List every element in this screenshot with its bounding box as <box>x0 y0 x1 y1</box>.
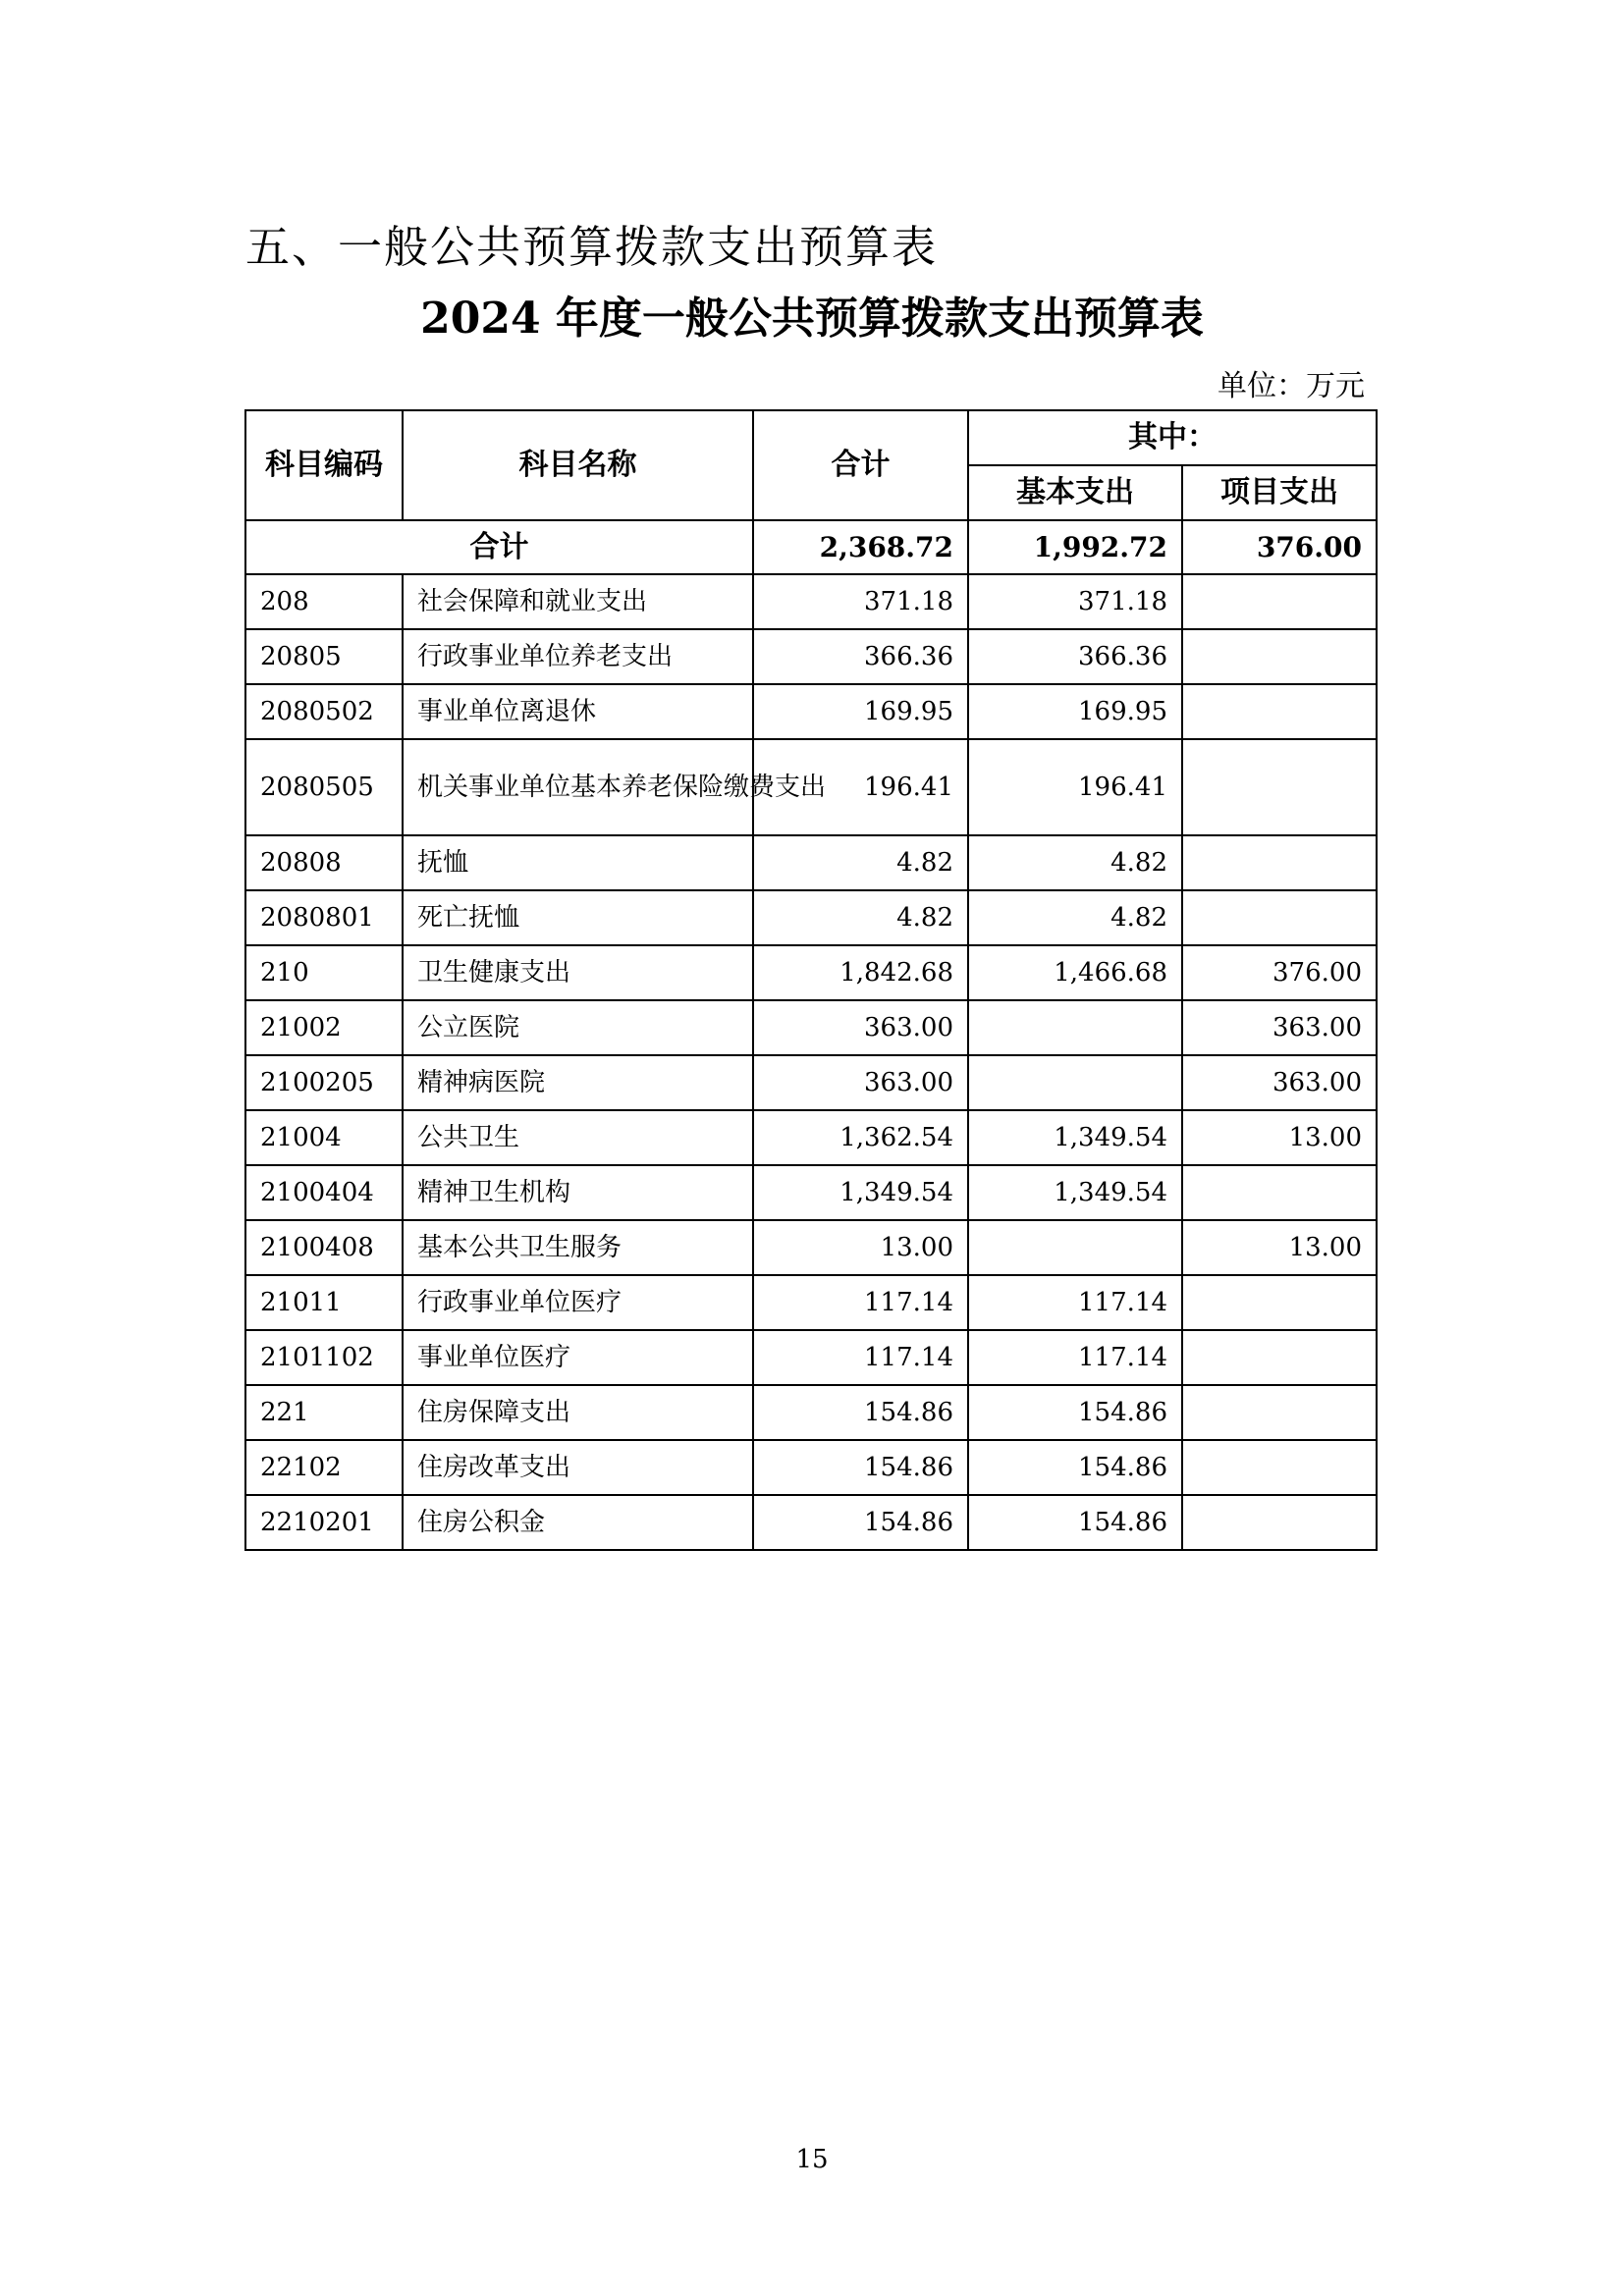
row-total: 154.86 <box>753 1440 968 1495</box>
budget-table <box>244 409 1378 1551</box>
row-total: 363.00 <box>753 1000 968 1055</box>
row-total: 117.14 <box>753 1275 968 1330</box>
row-total: 1,349.54 <box>753 1165 968 1220</box>
row-project <box>1182 1330 1377 1385</box>
header-of-which: 其中： <box>968 410 1377 465</box>
row-basic: 4.82 <box>968 890 1182 945</box>
section-heading: 五、一般公共预算拨款支出预算表 <box>245 221 939 273</box>
header-project: 项目支出 <box>1182 465 1377 520</box>
total-row <box>245 520 1377 574</box>
header-code: 科目编码 <box>245 410 403 520</box>
header-name: 科目名称 <box>403 410 753 520</box>
row-basic <box>968 1220 1182 1275</box>
row-name: 行政事业单位养老支出 <box>403 629 753 684</box>
row-code: 2100205 <box>245 1055 403 1110</box>
row-name: 卫生健康支出 <box>403 945 753 1000</box>
row-project: 13.00 <box>1182 1220 1377 1275</box>
row-name: 住房公积金 <box>403 1495 753 1550</box>
row-name: 基本公共卫生服务 <box>403 1220 753 1275</box>
row-name: 行政事业单位医疗 <box>403 1275 753 1330</box>
header-basic: 基本支出 <box>968 465 1182 520</box>
unit-label: 单位：万元 <box>1218 369 1365 403</box>
row-code: 21011 <box>245 1275 403 1330</box>
row-total: 4.82 <box>753 835 968 890</box>
row-project <box>1182 1385 1377 1440</box>
row-project: 363.00 <box>1182 1055 1377 1110</box>
table-row <box>245 1220 1377 1275</box>
table-row <box>245 1055 1377 1110</box>
row-total: 169.95 <box>753 684 968 739</box>
row-basic <box>968 1000 1182 1055</box>
row-code: 221 <box>245 1385 403 1440</box>
table-row <box>245 739 1377 835</box>
table-row <box>245 1165 1377 1220</box>
table-row <box>245 1275 1377 1330</box>
table-row <box>245 574 1377 629</box>
row-total: 154.86 <box>753 1495 968 1550</box>
table-row <box>245 1000 1377 1055</box>
table-row <box>245 1495 1377 1550</box>
row-basic: 371.18 <box>968 574 1182 629</box>
row-name: 死亡抚恤 <box>403 890 753 945</box>
row-project <box>1182 835 1377 890</box>
row-code: 210 <box>245 945 403 1000</box>
total-label: 合计 <box>245 520 753 574</box>
table-row <box>245 835 1377 890</box>
table-row <box>245 1110 1377 1165</box>
row-project <box>1182 890 1377 945</box>
table-row <box>245 1385 1377 1440</box>
row-project: 363.00 <box>1182 1000 1377 1055</box>
row-name: 住房改革支出 <box>403 1440 753 1495</box>
table-row <box>245 1440 1377 1495</box>
row-basic: 196.41 <box>968 739 1182 835</box>
row-basic <box>968 1055 1182 1110</box>
row-total: 366.36 <box>753 629 968 684</box>
row-code: 22102 <box>245 1440 403 1495</box>
row-code: 21004 <box>245 1110 403 1165</box>
row-total: 196.41 <box>753 739 968 835</box>
row-basic: 1,349.54 <box>968 1110 1182 1165</box>
row-name: 事业单位医疗 <box>403 1330 753 1385</box>
row-code: 2101102 <box>245 1330 403 1385</box>
table-row <box>245 1330 1377 1385</box>
row-basic: 366.36 <box>968 629 1182 684</box>
row-code: 2100408 <box>245 1220 403 1275</box>
table-row <box>245 684 1377 739</box>
row-project <box>1182 1440 1377 1495</box>
row-project: 376.00 <box>1182 945 1377 1000</box>
row-project <box>1182 1165 1377 1220</box>
row-project <box>1182 1275 1377 1330</box>
row-code: 2080801 <box>245 890 403 945</box>
header-total: 合计 <box>753 410 968 520</box>
row-name: 公立医院 <box>403 1000 753 1055</box>
row-code: 2080502 <box>245 684 403 739</box>
row-basic: 154.86 <box>968 1385 1182 1440</box>
row-code: 20805 <box>245 629 403 684</box>
row-code: 2080505 <box>245 739 403 835</box>
table-title: 2024 年度一般公共预算拨款支出预算表 <box>420 294 1204 344</box>
row-name: 公共卫生 <box>403 1110 753 1165</box>
row-code: 2100404 <box>245 1165 403 1220</box>
row-project <box>1182 1495 1377 1550</box>
page-number: 15 <box>795 2145 829 2174</box>
row-code: 208 <box>245 574 403 629</box>
row-basic: 1,466.68 <box>968 945 1182 1000</box>
row-basic: 154.86 <box>968 1440 1182 1495</box>
total-project: 376.00 <box>1182 520 1377 574</box>
row-total: 117.14 <box>753 1330 968 1385</box>
header-row <box>245 410 1377 465</box>
row-name: 社会保障和就业支出 <box>403 574 753 629</box>
row-project <box>1182 574 1377 629</box>
row-name: 事业单位离退休 <box>403 684 753 739</box>
row-total: 363.00 <box>753 1055 968 1110</box>
row-code: 20808 <box>245 835 403 890</box>
table-row <box>245 945 1377 1000</box>
row-project <box>1182 684 1377 739</box>
row-name: 精神病医院 <box>403 1055 753 1110</box>
row-project <box>1182 739 1377 835</box>
row-name: 住房保障支出 <box>403 1385 753 1440</box>
total-basic: 1,992.72 <box>968 520 1182 574</box>
row-code: 21002 <box>245 1000 403 1055</box>
row-code: 2210201 <box>245 1495 403 1550</box>
row-basic: 117.14 <box>968 1330 1182 1385</box>
table-row <box>245 629 1377 684</box>
row-name: 精神卫生机构 <box>403 1165 753 1220</box>
row-basic: 4.82 <box>968 835 1182 890</box>
row-project <box>1182 629 1377 684</box>
row-name: 抚恤 <box>403 835 753 890</box>
total-amount: 2,368.72 <box>753 520 968 574</box>
row-total: 154.86 <box>753 1385 968 1440</box>
row-total: 371.18 <box>753 574 968 629</box>
row-basic: 154.86 <box>968 1495 1182 1550</box>
row-total: 4.82 <box>753 890 968 945</box>
row-basic: 1,349.54 <box>968 1165 1182 1220</box>
row-basic: 169.95 <box>968 684 1182 739</box>
table-row <box>245 890 1377 945</box>
row-total: 1,842.68 <box>753 945 968 1000</box>
row-total: 13.00 <box>753 1220 968 1275</box>
row-name: 机关事业单位基本养老保险缴费支出 <box>403 739 753 835</box>
row-project: 13.00 <box>1182 1110 1377 1165</box>
row-basic: 117.14 <box>968 1275 1182 1330</box>
row-total: 1,362.54 <box>753 1110 968 1165</box>
